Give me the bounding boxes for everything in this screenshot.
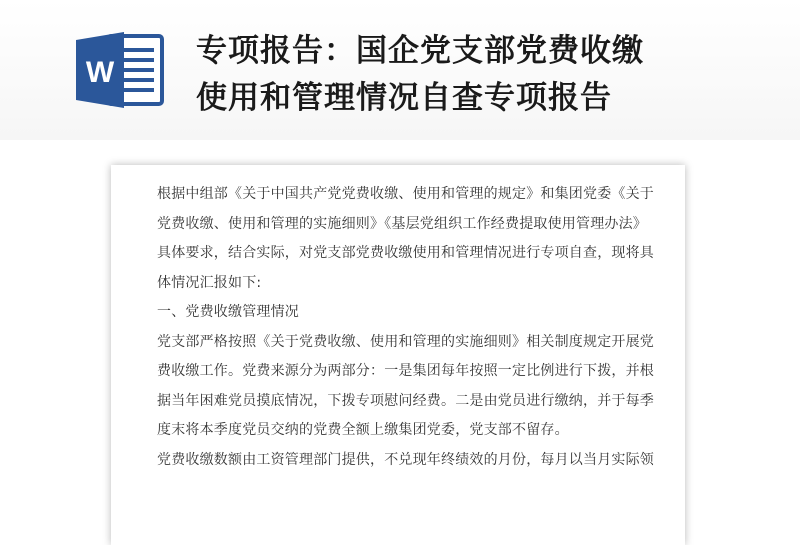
document-line: 度末将本季度党员交纳的党费全额上缴集团党委，党支部不留存。	[157, 422, 569, 438]
document-line: 据当年困难党员摸底情况，下拨专项慰问经费。二是由党员进行缴纳，并于每季	[157, 392, 654, 409]
document-line: 党费收缴数额由工资管理部门提供，不兑现年终绩效的月份，每月以当月实际领	[157, 451, 654, 468]
document-line: 具体要求，结合实际，对党支部党费收缴使用和管理情况进行专项自查，现将具	[157, 245, 654, 261]
section-heading: 一、党费收缴管理情况	[157, 304, 299, 320]
document-line: 党支部严格按照《关于党费收缴、使用和管理的实施细则》相关制度规定开展党	[157, 333, 654, 350]
title-line-2: 使用和管理情况自查专项报告	[196, 80, 612, 116]
document-line: 党费收缴、使用和管理的实施细则》《基层党组织工作经费提取使用管理办法》	[157, 215, 647, 232]
header-banner	[0, 0, 800, 140]
word-icon-letter: W	[85, 56, 115, 89]
page-title	[196, 28, 786, 122]
document-line: 根据中组部《关于中国共产党党费收缴、使用和管理的规定》和集团党委《关于	[157, 186, 654, 202]
title-line-1: 专项报告：国企党支部党费收缴	[196, 33, 644, 69]
document-line: 费收缴工作。党费来源分为两部分：一是集团每年按照一定比例进行下拨，并根	[157, 363, 654, 379]
word-document-icon	[74, 30, 166, 110]
document-body	[157, 180, 654, 475]
document-line: 体情况汇报如下:	[157, 274, 262, 291]
